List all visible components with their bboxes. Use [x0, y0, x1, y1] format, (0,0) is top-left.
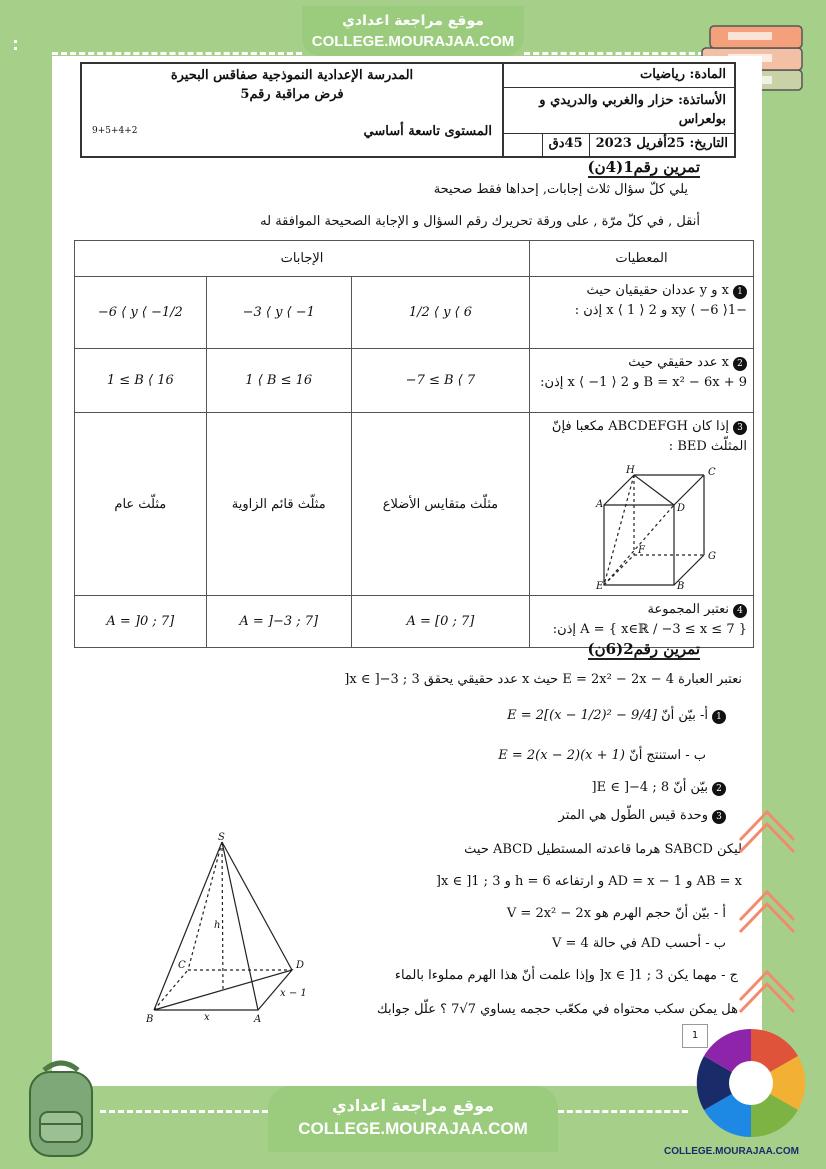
- decor-dots: [14, 40, 24, 50]
- question-number: 1: [712, 710, 726, 724]
- stem-line: x عدد حقيقي حيث: [628, 355, 729, 370]
- answer-c: −6 ⟨ y ⟨ −1/2: [75, 277, 207, 349]
- decor-dashes: [52, 52, 302, 55]
- header-school: [82, 64, 502, 156]
- q3-dims: AB = x و AD = x − 1 و ارتفاعه h = 6 و x ∈ ]1 ; 3[: [435, 874, 742, 889]
- level: المستوى تاسعة أساسي: [363, 124, 492, 139]
- cube-label: H: [625, 465, 635, 476]
- question-number: 2: [733, 357, 747, 371]
- answer-a: A = [0 ; 7]: [351, 596, 529, 648]
- q2-text: بيّن أنّ E ∈ ]−4 ; 8[: [591, 780, 708, 795]
- q3b: ب - أحسب AD في حالة V = 4: [551, 936, 726, 951]
- brand-url[interactable]: COLLEGE.MOURAJAA.COM: [664, 1146, 799, 1157]
- question-number: 1: [733, 285, 747, 299]
- answer-b: −3 ⟨ y ⟨ −1: [206, 277, 351, 349]
- decor-dashes: [524, 52, 704, 55]
- stem-line: B = x² − 6x + 9 و 2 ⟨ x ⟨ −1 إذن:: [540, 375, 747, 390]
- teachers: الأساتذة: حزار والغربي والدريدي و بولعراس: [504, 88, 734, 134]
- q1b-text: ب - استنتج أنّ: [629, 748, 706, 763]
- q1b: [498, 748, 706, 763]
- date-row: [504, 134, 734, 156]
- stem-line: A = { x∈ℝ / −3 ≤ x ≤ 7 } إذن:: [552, 622, 747, 637]
- exercise2-intro: نعتبر العبارة E = 2x² − 2x − 4 حيث x عدد حقيقي يحقق x ∈ ]−3 ; 3[: [344, 672, 742, 687]
- mcq-table: [74, 240, 754, 648]
- cube-label: B: [676, 581, 684, 591]
- question-stem: [530, 277, 754, 349]
- site-url[interactable]: COLLEGE.MOURAJAA.COM: [298, 1119, 528, 1138]
- decor-dashes: [558, 1110, 688, 1113]
- answer-a: مثلّث متقايس الأضلاع: [351, 413, 529, 596]
- answer-c: A = ]0 ; 7]: [75, 596, 207, 648]
- table-row: [75, 413, 754, 596]
- q3-text: وحدة قيس الطّول هي المتر: [558, 808, 708, 823]
- q1a: [507, 708, 726, 724]
- site-logo-icon: [694, 1026, 808, 1140]
- exercise1-instruction: أنقل , في كلّ مرّة , على ورقة تحريرك رقم السؤال و الإجابة الصحيحة الموافقة له: [260, 214, 700, 229]
- cube-label: C: [707, 467, 716, 478]
- stem-line: −1⟨ xy ⟨ −6 و 2 ⟨ x ⟨ 1 إذن :: [574, 303, 747, 318]
- question-number: 2: [712, 782, 726, 796]
- site-banner-bottom[interactable]: [268, 1086, 558, 1152]
- pyramid-label: A: [254, 1014, 262, 1022]
- q3c2: هل يمكن سكب محتواه في مكعّب حجمه يساوي 7√7 ؟ علّل جوابك: [377, 1002, 738, 1017]
- site-name: موقع مراجعة اعدادي: [331, 1096, 495, 1115]
- cube-figure: [542, 461, 742, 591]
- answer-b: 1 ⟨ B ≤ 16: [206, 349, 351, 413]
- subject: المادة: رياضيات: [504, 64, 734, 88]
- pyramid-label: B: [146, 1014, 154, 1022]
- table-row: [75, 277, 754, 349]
- stem-line: x و y عددان حقيقيان حيث: [586, 283, 729, 298]
- q1a-formula: E = 2[(x − 1/2)² − 9/4]: [507, 708, 657, 723]
- question-number: 3: [733, 421, 747, 435]
- pyramid-label: S: [218, 832, 225, 843]
- pyramid-figure: [142, 832, 322, 1022]
- pyramid-label: h: [214, 920, 221, 931]
- school-name: المدرسة الإعدادية النموذجية صفاقس البحيرة: [170, 68, 414, 83]
- answer-c: مثلّث عام: [75, 413, 207, 596]
- page-number: 1: [682, 1024, 708, 1048]
- backpack-icon: [16, 1056, 106, 1162]
- site-banner-top[interactable]: [302, 6, 524, 56]
- q3-intro: ليكن SABCD هرما قاعدته المستطيل ABCD حيث: [464, 842, 742, 857]
- exam-page: [52, 56, 762, 1086]
- decor-dashes: [100, 1110, 268, 1113]
- col-givens: المعطيات: [530, 241, 754, 277]
- question-stem: [530, 349, 754, 413]
- level-row: [82, 122, 502, 141]
- q3: [559, 808, 726, 824]
- pyramid-label: x: [204, 1012, 210, 1022]
- site-name: موقع مراجعة اعدادي: [342, 13, 484, 29]
- stem-line: إذا كان ABCDEFGH مكعبا فإنّ: [551, 419, 729, 434]
- q1b-formula: E = 2(x − 2)(x + 1): [498, 748, 625, 763]
- cube-label: A: [595, 499, 603, 510]
- answer-a: 1/2 ⟨ y ⟨ 6: [351, 277, 529, 349]
- exercise1-title: تمرين رقم1(4ن): [587, 158, 700, 176]
- cube-label: D: [676, 503, 685, 514]
- pyramid-label: D: [296, 960, 305, 971]
- stem-line: المثلّث BED :: [668, 439, 747, 454]
- q2: [592, 780, 726, 796]
- cube-label: F: [637, 545, 645, 556]
- pyramid-label: x − 1: [280, 988, 307, 999]
- date: التاريخ: 25أفريل 2023: [589, 134, 734, 156]
- question-number: 4: [733, 604, 747, 618]
- answer-a: −7 ≤ B ⟨ 7: [351, 349, 529, 413]
- question-stem: [530, 413, 754, 596]
- classes: 9+5+4+2: [92, 126, 138, 136]
- stem-line: نعتبر المجموعة: [647, 602, 729, 617]
- table-header: [75, 241, 754, 277]
- header-info: [502, 64, 734, 156]
- q3a: أ - بيّن أنّ حجم الهرم هو V = 2x² − 2x: [506, 906, 726, 921]
- q1a-text: أ- بيّن أنّ: [661, 708, 708, 723]
- duration: 45دق: [542, 134, 589, 156]
- exercise2-title: تمرين رقم2(6ن): [587, 640, 700, 658]
- answer-b: A = ]−3 ; 7]: [206, 596, 351, 648]
- col-answers: الإجابات: [75, 241, 530, 277]
- table-row: [75, 349, 754, 413]
- test-name: فرض مراقبة رقم5: [240, 87, 344, 102]
- site-url[interactable]: COLLEGE.MOURAJAA.COM: [311, 33, 515, 50]
- cube-label: E: [595, 581, 603, 591]
- exercise1-intro: يلي كلّ سؤال ثلاث إجابات, إحداها فقط صحيحة: [433, 182, 688, 197]
- pyramid-label: C: [178, 960, 186, 971]
- question-number: 3: [712, 810, 726, 824]
- answer-c: 1 ≤ B ⟨ 16: [75, 349, 207, 413]
- answer-b: مثلّث قائم الزاوية: [206, 413, 351, 596]
- q3c: ج - مهما يكن x ∈ ]1 ; 3[ وإذا علمت أنّ هذا الهرم مملوءا بالماء: [394, 968, 738, 983]
- cube-label: G: [707, 551, 716, 562]
- exam-header: [80, 62, 736, 158]
